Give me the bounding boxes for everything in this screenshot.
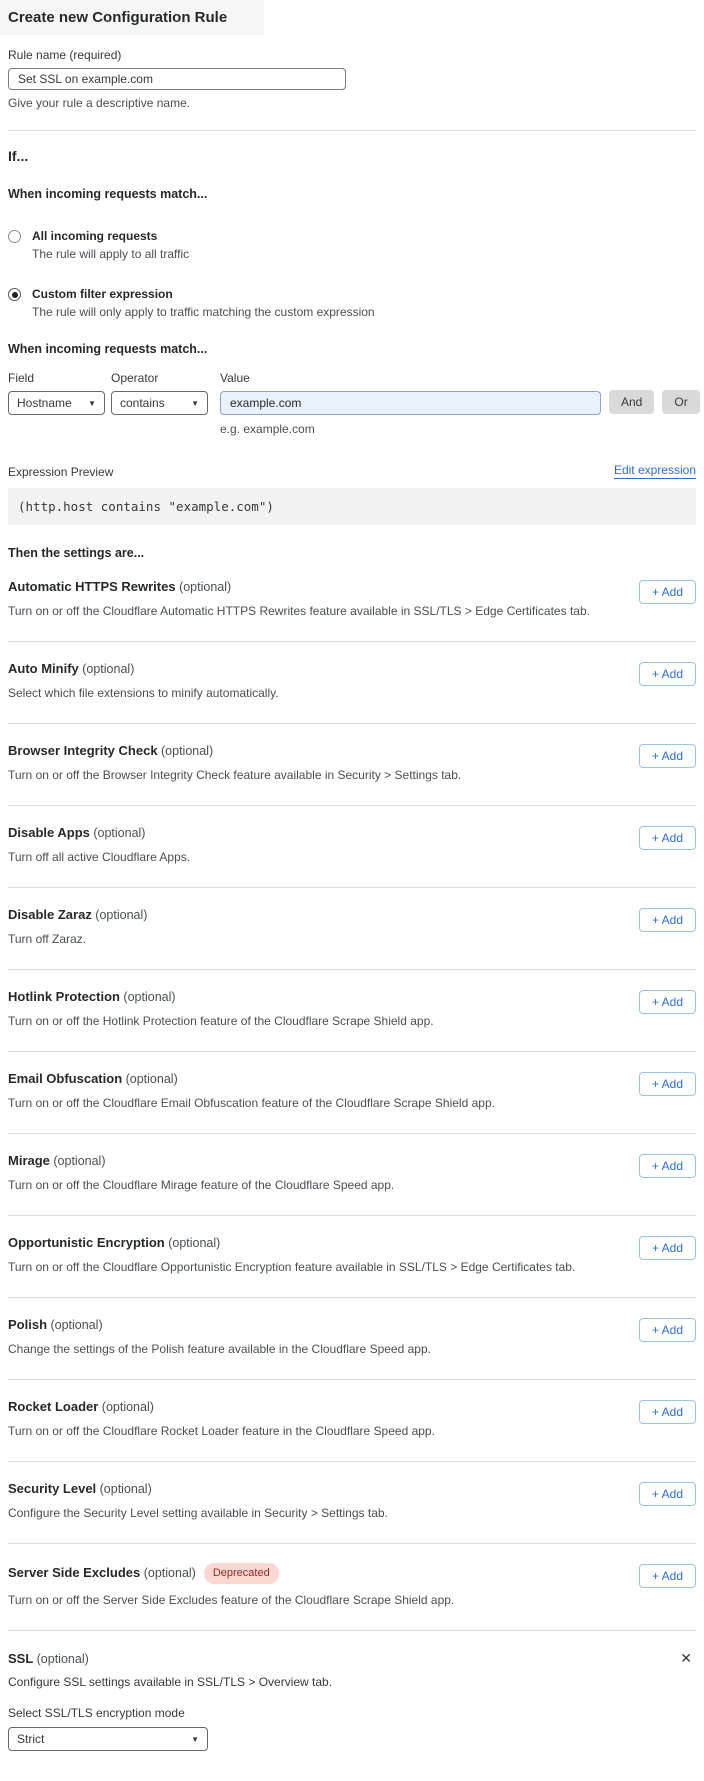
optional-label: (optional) [96, 1482, 152, 1496]
page-title: Create new Configuration Rule [8, 9, 228, 26]
setting-title: Opportunistic Encryption [8, 1235, 165, 1250]
rule-name-label: Rule name (required) [8, 48, 122, 62]
setting-description: Turn on or off the Cloudflare Opportunistic Encryption feature available in SSL/TLS > Edge Certificates tab. [8, 1260, 576, 1274]
setting-description: Turn on or off the Browser Integrity Check feature available in Security > Settings tab. [8, 768, 462, 782]
setting-row [8, 970, 696, 1051]
setting-title: Automatic HTTPS Rewrites [8, 579, 176, 594]
setting-description: Turn off Zaraz. [8, 932, 87, 946]
ssl-section-title: SSL [8, 1651, 34, 1666]
ssl-setting-section [8, 1631, 696, 1751]
setting-info [8, 661, 279, 700]
setting-row [8, 1052, 696, 1133]
chevron-down-icon: ▼ [191, 398, 199, 408]
setting-title: Auto Minify [8, 661, 79, 676]
setting-row [8, 1298, 696, 1379]
expression-builder-row [8, 371, 696, 436]
rule-name-help: Give your rule a descriptive name. [8, 96, 191, 110]
optional-label: (optional) [89, 826, 146, 840]
radio-description: The rule will only apply to traffic matching the custom expression [32, 305, 375, 319]
operator-label: Operator [111, 371, 159, 385]
optional-label: (optional) [47, 1318, 103, 1332]
radio-button-selected[interactable] [8, 288, 21, 301]
operator-select[interactable] [111, 391, 208, 415]
ssl-mode-select-value: Strict [17, 1732, 45, 1746]
setting-row [8, 560, 696, 641]
setting-description: Turn on or off the Cloudflare Mirage feature of the Cloudflare Speed app. [8, 1178, 395, 1192]
setting-description: Select which file extensions to minify automatically. [8, 686, 279, 700]
setting-description: Turn on or off the Cloudflare Rocket Loader feature in the Cloudflare Speed app. [8, 1424, 435, 1438]
setting-row [8, 724, 696, 805]
add-button[interactable]: + Add [639, 990, 696, 1014]
setting-description: Turn on or off the Server Side Excludes feature of the Cloudflare Scrape Shield app. [8, 1593, 455, 1607]
setting-info [8, 1563, 454, 1607]
ssl-section-description: Configure SSL settings available in SSL/TLS > Overview tab. [8, 1675, 333, 1689]
radio-description: The rule will apply to all traffic [32, 247, 190, 261]
value-hint: e.g. example.com [220, 422, 315, 436]
optional-label: (optional) [78, 662, 135, 676]
setting-info [8, 743, 461, 782]
rule-name-input[interactable] [8, 68, 346, 90]
match-heading: When incoming requests match... [8, 187, 208, 201]
field-label: Field [8, 371, 35, 385]
setting-description: Change the settings of the Polish feature available in the Cloudflare Speed app. [8, 1342, 431, 1356]
value-input[interactable] [220, 391, 601, 415]
add-button[interactable]: + Add [639, 826, 696, 850]
operator-select-value: contains [120, 396, 165, 410]
settings-list [8, 560, 696, 1631]
setting-title: Hotlink Protection [8, 989, 120, 1004]
optional-label: (optional) [36, 1652, 89, 1666]
setting-title: Mirage [8, 1153, 50, 1168]
add-button[interactable]: + Add [639, 1072, 696, 1096]
setting-row [8, 1544, 696, 1630]
setting-info [8, 825, 190, 864]
field-select[interactable] [8, 391, 105, 415]
radio-button-unselected[interactable] [8, 230, 21, 243]
page-header [0, 0, 264, 35]
add-button[interactable]: + Add [639, 908, 696, 932]
setting-info [8, 989, 434, 1028]
optional-label: (optional) [140, 1566, 196, 1580]
setting-description: Configure the Security Level setting available in Security > Settings tab. [8, 1506, 388, 1520]
expression-preview-code: (http.host contains "example.com") [8, 488, 696, 525]
then-heading: Then the settings are... [8, 546, 145, 560]
deprecated-badge: Deprecated [204, 1563, 279, 1584]
chevron-down-icon: ▼ [191, 1734, 199, 1744]
if-heading: If... [8, 148, 29, 164]
add-button[interactable]: + Add [639, 1236, 696, 1260]
setting-title: Disable Apps [8, 825, 90, 840]
field-select-value: Hostname [17, 396, 72, 410]
setting-info [8, 1071, 495, 1110]
radio-label: Custom filter expression [32, 287, 173, 301]
optional-label: (optional) [49, 1154, 106, 1168]
chevron-down-icon: ▼ [88, 398, 96, 408]
setting-row [8, 1134, 696, 1215]
setting-title: Rocket Loader [8, 1399, 99, 1414]
setting-title: Server Side Excludes [8, 1565, 141, 1580]
optional-label: (optional) [122, 1072, 178, 1086]
add-button[interactable]: + Add [639, 580, 696, 604]
setting-description: Turn on or off the Cloudflare Automatic HTTPS Rewrites feature available in SSL/TLS > Edge Certificates tab. [8, 604, 590, 618]
setting-info [8, 1317, 431, 1356]
expression-preview-label: Expression Preview [8, 465, 114, 479]
setting-title: Browser Integrity Check [8, 743, 158, 758]
setting-row [8, 1216, 696, 1297]
setting-info [8, 1399, 435, 1438]
builder-heading: When incoming requests match... [8, 342, 208, 356]
optional-label: (optional) [98, 1400, 154, 1414]
optional-label: (optional) [164, 1236, 221, 1250]
setting-info [8, 1235, 575, 1274]
optional-label: (optional) [175, 580, 232, 594]
and-button[interactable]: And [609, 390, 654, 414]
edit-expression-link[interactable]: Edit expression [613, 463, 696, 477]
setting-row [8, 642, 696, 723]
ssl-mode-label: Select SSL/TLS encryption mode [8, 1706, 185, 1720]
add-button[interactable]: + Add [639, 1564, 696, 1588]
close-icon[interactable]: ✕ [680, 1650, 692, 1666]
add-button[interactable]: + Add [639, 744, 696, 768]
setting-title: Email Obfuscation [8, 1071, 123, 1086]
setting-info [8, 1481, 388, 1520]
setting-row [8, 1380, 696, 1461]
setting-title: Polish [8, 1317, 48, 1332]
setting-description: Turn on or off the Cloudflare Email Obfuscation feature of the Cloudflare Scrape Shield app. [8, 1096, 495, 1110]
setting-row [8, 888, 696, 969]
add-button[interactable]: + Add [639, 1154, 696, 1178]
radio-option-custom-filter[interactable] [8, 287, 696, 319]
add-button[interactable]: + Add [639, 662, 696, 686]
setting-title: Disable Zaraz [8, 907, 92, 922]
ssl-mode-select[interactable] [8, 1727, 208, 1751]
setting-row [8, 1462, 696, 1543]
optional-label: (optional) [119, 990, 176, 1004]
value-label: Value [220, 371, 250, 385]
setting-row [8, 806, 696, 887]
add-button[interactable]: + Add [639, 1400, 696, 1424]
radio-label: All incoming requests [32, 229, 158, 243]
section-divider [8, 130, 696, 131]
optional-label: (optional) [91, 908, 148, 922]
setting-description: Turn on or off the Hotlink Protection feature of the Cloudflare Scrape Shield app. [8, 1014, 434, 1028]
setting-info [8, 1153, 394, 1192]
setting-info [8, 579, 590, 618]
setting-description: Turn off all active Cloudflare Apps. [8, 850, 191, 864]
or-button[interactable]: Or [662, 390, 699, 414]
setting-title: Security Level [8, 1481, 97, 1496]
optional-label: (optional) [157, 744, 214, 758]
radio-option-all-incoming[interactable] [8, 229, 696, 261]
add-button[interactable]: + Add [639, 1318, 696, 1342]
setting-info [8, 907, 147, 946]
add-button[interactable]: + Add [639, 1482, 696, 1506]
